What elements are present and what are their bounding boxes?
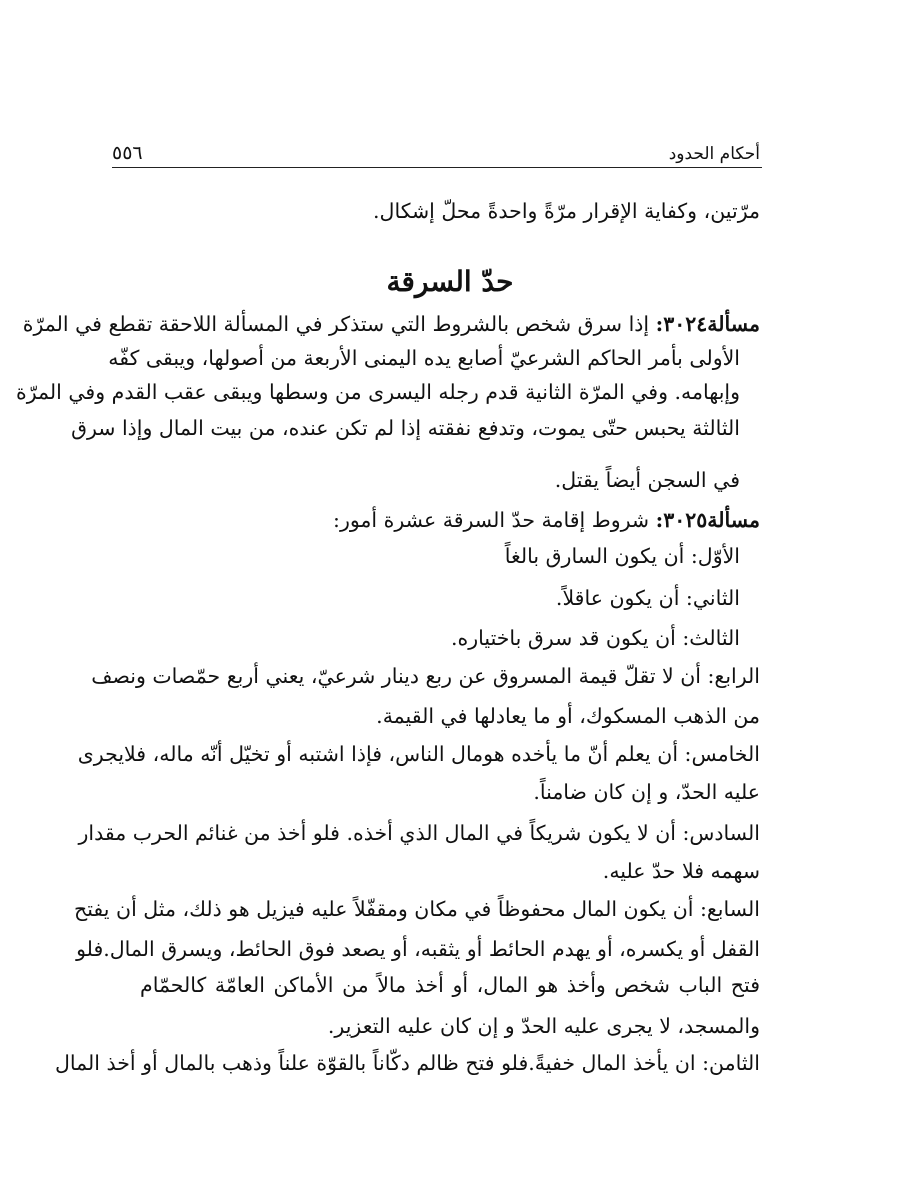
condition-line: الثامن: ان يأخذ المال خفيةً.فلو فتح ظالم دكّاناً بالقوّة علناً وذهب بالمال أو أخذ المال	[55, 1051, 760, 1075]
condition-line: القفل أو يكسره، أو يهدم الحائط أو يثقبه، أو يصعد فوق الحائط، ويسرق المال.فلو	[76, 937, 760, 961]
condition-line: السابع: أن يكون المال محفوظاً في مكان ومقفّلاً عليه فيزيل هو ذلك، مثل أن يفتح	[74, 897, 760, 921]
condition-line: عليه الحدّ، و إن كان ضامناً.	[533, 780, 760, 804]
condition-line: سهمه فلا حدّ عليه.	[602, 859, 760, 883]
condition-line: الرابع: أن لا تقلّ قيمة المسروق عن ربع دينار شرعيّ، يعني أربع حمّصات ونصف	[91, 664, 760, 688]
condition-line: الثالث: أن يكون قد سرق باختياره.	[450, 626, 740, 650]
condition-line: الثاني: أن يكون عاقلاً.	[555, 586, 740, 610]
issue-3024-line: الأولى بأمر الحاكم الشرعيّ أصابع يده اليمنى الأربعة من أصولها، ويبقى كفّه	[108, 346, 740, 370]
issue-3025-label: مسألة٣٠٢٥:	[655, 508, 760, 532]
issue-3025-first-line	[140, 505, 760, 535]
section-title: حدّ السرقة	[386, 265, 514, 298]
issue-3024-text: إذا سرق شخص بالشروط التي ستذكر في المسألة اللاحقة تقطع في المرّة	[22, 312, 656, 336]
condition-line: الأوّل: أن يكون السارق بالغاً	[504, 544, 740, 568]
condition-line: الخامس: أن يعلم أنّ ما يأخده هومال الناس، فإذا اشتبه أو تخيّل أنّه ماله، فلايجرى	[77, 742, 760, 766]
running-header-title: أحكام الحدود	[668, 144, 760, 164]
issue-3024-line: الثالثة يحبس حتّى يموت، وتدفع نفقته إذا لم تكن عنده، من بيت المال وإذا سرق	[71, 416, 740, 440]
carryover-line: مرّتين، وكفاية الإقرار مرّةً واحدةً محلّ إشكال.	[373, 199, 760, 223]
issue-3025-intro: شروط إقامة حدّ السرقة عشرة أمور:	[333, 508, 656, 532]
condition-line: والمسجد، لا يجرى عليه الحدّ و إن كان عليه التعزير.	[327, 1014, 760, 1038]
issue-3024-line: وإبهامه. وفي المرّة الثانية قدم رجله اليسرى من وسطها ويبقى عقب القدم وفي المرّة	[15, 380, 740, 404]
issue-3024-label: مسألة٣٠٢٤:	[655, 312, 760, 336]
issue-3024-first-line	[22, 309, 760, 339]
condition-line: فتح الباب شخص وأخذ هو المال، أو أخذ مالاً من الأماكن العامّة كالحمّام	[140, 973, 760, 997]
condition-line: من الذهب المسكوك، أو ما يعادلها في القيمة.	[376, 704, 760, 728]
header-rule	[112, 167, 762, 168]
condition-line: السادس: أن لا يكون شريكاً في المال الذي أخذه. فلو أخذ من غنائم الحرب مقدار	[78, 821, 760, 845]
running-header	[112, 140, 760, 164]
issue-3024-line: في السجن أيضاً يقتل.	[554, 468, 740, 492]
page-number: ٥٥٦	[112, 142, 143, 164]
